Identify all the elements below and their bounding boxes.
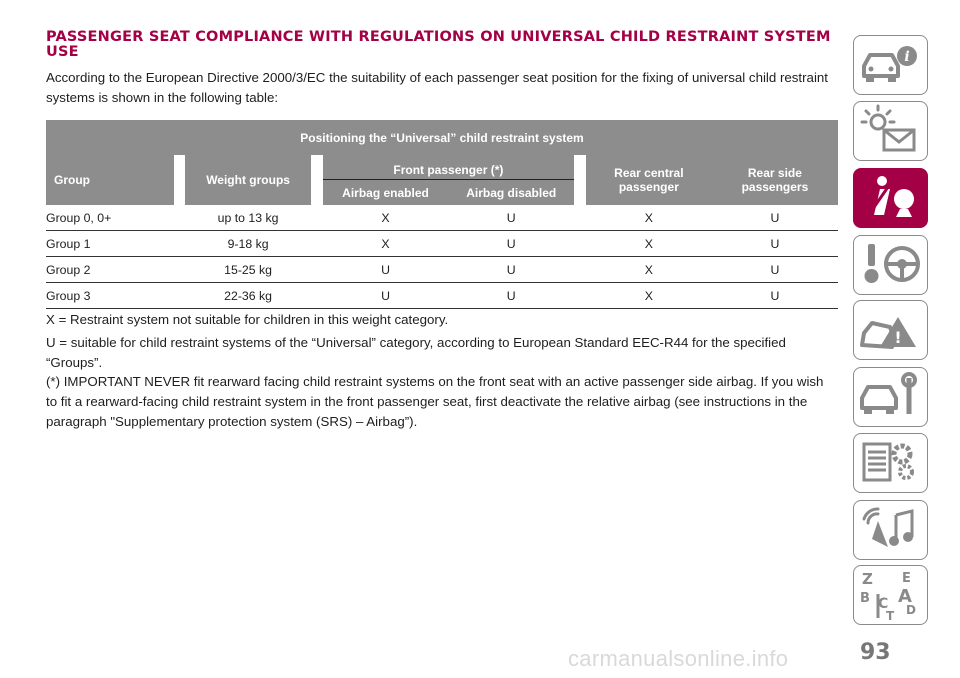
- index-letter: D: [906, 603, 916, 617]
- svg-text:!: !: [894, 328, 902, 347]
- cell-rear-side: U: [712, 231, 838, 257]
- table-row: [46, 231, 838, 257]
- table-caption-row: [46, 120, 838, 155]
- header-airbag-enabled: Airbag enabled: [323, 180, 449, 206]
- cell-group: Group 2: [46, 257, 174, 283]
- header-rear-central: Rear central passenger: [586, 155, 712, 205]
- header-rear-side: Rear side passengers: [712, 155, 838, 205]
- intro-paragraph: According to the European Directive 2000/3/EC the suitability of each passenger seat position for the fixing of universal child restraint systems is shown in the following table:: [46, 70, 828, 105]
- cell-rear-central: X: [586, 231, 712, 257]
- chapter-tab-emergency[interactable]: [853, 300, 928, 360]
- alphabetical-index-icon: [854, 566, 926, 623]
- multimedia-music-icon: [854, 501, 926, 558]
- chapter-tab-servicing[interactable]: [853, 367, 928, 427]
- cell-airbag-enabled: U: [323, 283, 449, 309]
- cell-rear-central: X: [586, 283, 712, 309]
- index-letter: A: [898, 586, 912, 607]
- seatbelt-airbag-icon: [854, 169, 926, 226]
- cell-weight: 9-18 kg: [185, 231, 311, 257]
- legend-x-note: X = Restraint system not suitable for children in this weight category.: [46, 312, 449, 327]
- table-row: [46, 205, 838, 231]
- specs-list-gears-icon: [854, 434, 926, 491]
- cell-airbag-enabled: X: [323, 231, 449, 257]
- cell-group: Group 0, 0+: [46, 205, 174, 231]
- cell-weight: up to 13 kg: [185, 205, 311, 231]
- header-weight-groups: Weight groups: [185, 155, 311, 205]
- cell-rear-side: U: [712, 205, 838, 231]
- important-note: (*) IMPORTANT NEVER fit rearward facing child restraint systems on the front seat with an active passenger side airbag. If you wish to fit a rearward-facing child restraint system in the front passenger seat, first deactivate the relative airbag (see instructions in the paragraph "Supplementary protection system (SRS) – Airbag”).: [46, 374, 824, 429]
- svg-text:i: i: [904, 49, 910, 65]
- watermark: carmanualsonline.info: [568, 646, 789, 671]
- chapter-tab-safety[interactable]: [853, 168, 928, 228]
- cell-airbag-disabled: U: [448, 257, 574, 283]
- index-letter: T: [886, 609, 895, 623]
- table-header-row: [46, 155, 838, 180]
- cell-rear-central: X: [586, 257, 712, 283]
- cell-group: Group 3: [46, 283, 174, 309]
- header-front-passenger: Front passenger (*): [323, 155, 574, 180]
- legend-u-note: U = suitable for child restraint systems of the “Universal” category, according to European Standard EEC-R44 for the specified “Groups”.: [46, 335, 786, 370]
- cell-weight: 22-36 kg: [185, 283, 311, 309]
- chapter-tab-warning-lights[interactable]: [853, 101, 928, 161]
- table-row: [46, 257, 838, 283]
- page-number: 93: [860, 640, 891, 665]
- page-title: PASSENGER SEAT COMPLIANCE WITH REGULATIONS ON UNIVERSAL CHILD RESTRAINT SYSTEM USE: [46, 29, 831, 60]
- chapter-tab-index[interactable]: [853, 565, 928, 625]
- chapter-tab-starting-driving[interactable]: [853, 235, 928, 295]
- chapter-tab-multimedia[interactable]: [853, 500, 928, 560]
- cell-rear-side: U: [712, 257, 838, 283]
- index-letter: E: [902, 571, 911, 586]
- warning-lights-message-icon: [854, 102, 926, 159]
- cell-weight: 15-25 kg: [185, 257, 311, 283]
- chapter-tab-knowing-car[interactable]: [853, 35, 928, 95]
- table-row: [46, 283, 838, 309]
- child-restraint-table: [46, 120, 838, 309]
- cell-airbag-enabled: X: [323, 205, 449, 231]
- index-letter: C: [878, 596, 889, 612]
- cell-rear-central: X: [586, 205, 712, 231]
- car-info-icon: [854, 36, 926, 93]
- cell-group: Group 1: [46, 231, 174, 257]
- cell-airbag-disabled: U: [448, 231, 574, 257]
- index-letter: B: [860, 591, 870, 606]
- cell-airbag-disabled: U: [448, 205, 574, 231]
- cell-airbag-disabled: U: [448, 283, 574, 309]
- header-group: Group: [46, 155, 174, 205]
- chapter-tab-specifications[interactable]: [853, 433, 928, 493]
- header-airbag-disabled: Airbag disabled: [448, 180, 574, 206]
- cell-airbag-enabled: U: [323, 257, 449, 283]
- car-wrench-icon: [854, 368, 926, 425]
- chapter-sidebar: [852, 0, 960, 678]
- key-steering-wheel-icon: [854, 236, 926, 293]
- car-crash-warning-icon: [854, 301, 926, 358]
- table-caption: Positioning the “Universal” child restraint system: [46, 120, 838, 155]
- cell-rear-side: U: [712, 283, 838, 309]
- index-letter: Z: [862, 570, 873, 588]
